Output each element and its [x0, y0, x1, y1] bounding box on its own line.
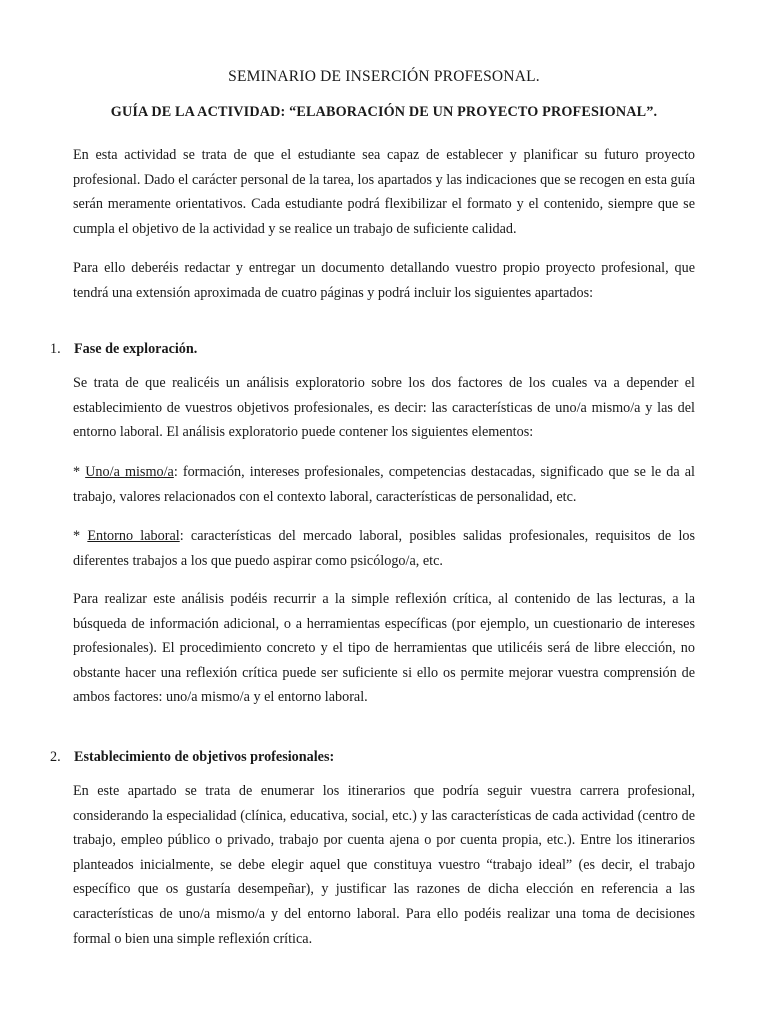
- section-1-title: Fase de exploración.: [74, 341, 198, 357]
- bullet-2-text: : características del mercado laboral, posibles salidas profesionales, requisitos de los diferentes trabajos a los que puedo aspirar como psicólogo/a, etc.: [73, 528, 696, 569]
- section-1-paragraph-2: Para realizar este análisis podéis recurrir a la simple reflexión crítica, al contenido de las lecturas, a la búsqueda de información adicional, o a herramientas específicas (por ejemplo, un cuestionario de intereses profesionales). El procedimiento concreto y el tipo de herramientas que utilicéis será de libre elección, no obstante hacer una reflexión crítica puede ser suficiente si ello os permite mejorar vuestra comprensión de ambos factores: uno/a mismo/a y el entorno laboral.: [73, 591, 695, 706]
- bullet-2-marker: *: [73, 528, 88, 544]
- section-1-paragraph-1: Se trata de que realicéis un análisis exploratorio sobre los dos factores de los cuales va a depender el establecimiento de vuestros objetivos profesionales, es decir: las características de uno/a mismo/a y las del entorno laboral. El análisis exploratorio puede contener los siguientes elementos:: [73, 375, 695, 441]
- document-title: SEMINARIO DE INSERCIÓN PROFESONAL.: [228, 68, 540, 85]
- section-2-number: 2.: [50, 749, 61, 765]
- section-1-bullet-2: [73, 524, 695, 573]
- section-2-heading: [50, 745, 690, 769]
- bullet-2-term: Entorno laboral: [87, 528, 180, 544]
- section-2-paragraph-1: En este apartado se trata de enumerar los itinerarios que podría seguir vuestra carrera profesional, considerando la especialidad (clínica, educativa, social, etc.) y las características de cada actividad (centro de trabajo, empleo público o privado, trabajo por cuenta ajena o por cuenta propia, etc.). Entre los itinerarios planteados inicialmente, se debe elegir aquel que constituya vuestro “trabajo ideal” (es decir, el trabajo específico que os gustaría desempeñar), y justificar las razones de dicha elección en referencia a las características de uno/a mismo/a y del entorno laboral. Para ello podéis realizar una toma de decisiones formal o bien una simple reflexión crítica.: [73, 783, 695, 947]
- intro-paragraph-1: En esta actividad se trata de que el estudiante sea capaz de establecer y planificar su futuro proyecto profesional. Dado el carácter personal de la tarea, los apartados y las indicaciones que se recogen en esta guía serán meramente orientativos. Cada estudiante podrá flexibilizar el formato y el contenido, siempre que se cumpla el objetivo de la actividad y se realice un trabajo de suficiente calidad.: [73, 147, 695, 237]
- document-subtitle: GUÍA DE LA ACTIVIDAD: “ELABORACIÓN DE UN PROYECTO PROFESIONAL”.: [110, 104, 658, 120]
- section-2-title: Establecimiento de objetivos profesionales:: [74, 749, 335, 765]
- bullet-1-marker: *: [73, 464, 86, 480]
- section-1-bullet-1: [73, 460, 695, 509]
- bullet-1-term: Uno/a mismo/a: [85, 464, 174, 480]
- section-1-heading: [50, 337, 690, 361]
- bullet-1-text: : formación, intereses profesionales, competencias destacadas, significado que se le da al trabajo, valores relacionados con el contexto laboral, características de personalidad, etc.: [73, 464, 695, 505]
- intro-paragraph-2: Para ello deberéis redactar y entregar un documento detallando vuestro propio proyecto profesional, que tendrá una extensión aproximada de cuatro páginas y podrá incluir los siguientes apartados:: [73, 260, 695, 301]
- section-1-number: 1.: [50, 341, 61, 357]
